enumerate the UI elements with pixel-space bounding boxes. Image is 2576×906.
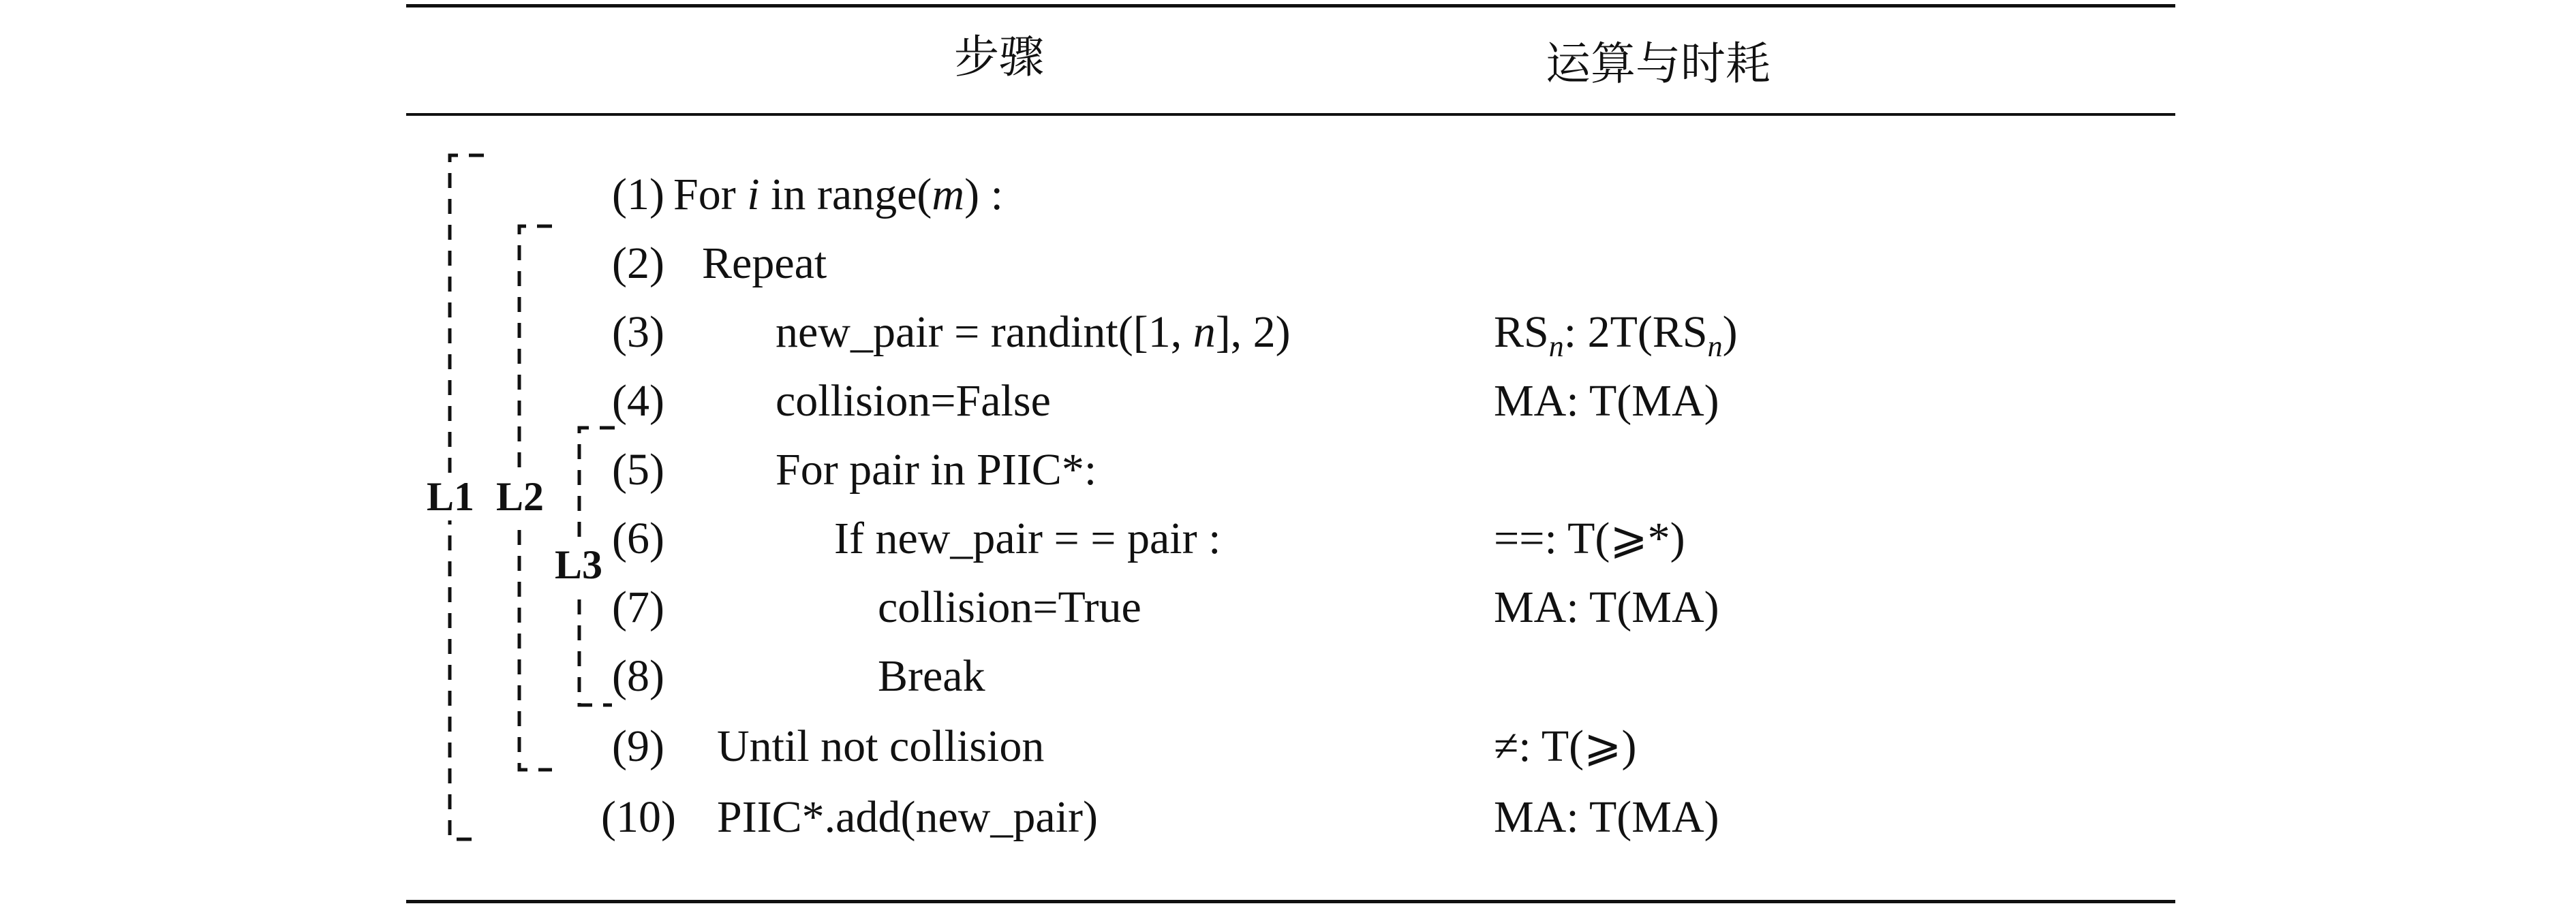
step-number: (7) xyxy=(612,582,664,632)
step-code: collision=False xyxy=(776,376,1051,426)
step-number: (5) xyxy=(612,445,664,495)
step-cost: ≠: T(⩾) xyxy=(1494,721,1637,771)
column-header-cost: 运算与时耗 xyxy=(1546,37,1770,90)
table-row xyxy=(0,436,2576,504)
table-row xyxy=(0,713,2576,781)
step-number: (10) xyxy=(601,792,676,842)
step-cost: MA: T(MA) xyxy=(1494,376,1719,426)
step-number: (2) xyxy=(612,238,664,288)
table-row xyxy=(0,230,2576,298)
table-row xyxy=(0,505,2576,573)
step-code: new_pair = randint([1, n], 2) xyxy=(776,307,1291,357)
step-cost: MA: T(MA) xyxy=(1494,792,1719,842)
step-code: For pair in PIIC*: xyxy=(776,445,1097,495)
loop-label-l2: L2 xyxy=(496,474,545,519)
loop-label-l3: L3 xyxy=(555,542,603,587)
loop-label-l1: L1 xyxy=(427,474,475,519)
step-number: (6) xyxy=(612,514,664,563)
column-header-steps: 步骤 xyxy=(954,31,1044,83)
step-code: For i in range(m) : xyxy=(673,170,1003,219)
table-row xyxy=(0,783,2576,852)
step-number: (4) xyxy=(612,376,664,426)
step-cost: $RS_n$: $2T(RS_n)$ xyxy=(1494,307,1738,364)
step-code: PIIC*.add(new_pair) xyxy=(717,792,1099,842)
table-row xyxy=(0,574,2576,642)
step-number: (1) xyxy=(612,170,664,219)
step-number: (9) xyxy=(612,721,664,771)
table-row xyxy=(0,642,2576,710)
table-row xyxy=(0,161,2576,229)
table-row xyxy=(0,298,2576,366)
step-number: (3) xyxy=(612,307,664,357)
step-code: collision=True xyxy=(878,582,1141,632)
step-code: If new_pair = = pair : xyxy=(834,514,1221,563)
step-number: (8) xyxy=(612,651,664,701)
step-code: Break xyxy=(878,651,985,701)
step-code: Repeat xyxy=(702,238,827,288)
step-cost: MA: T(MA) xyxy=(1494,582,1719,632)
table-row xyxy=(0,367,2576,435)
step-cost: ==: T(⩾*) xyxy=(1494,514,1685,563)
step-code: Until not collision xyxy=(717,721,1045,771)
